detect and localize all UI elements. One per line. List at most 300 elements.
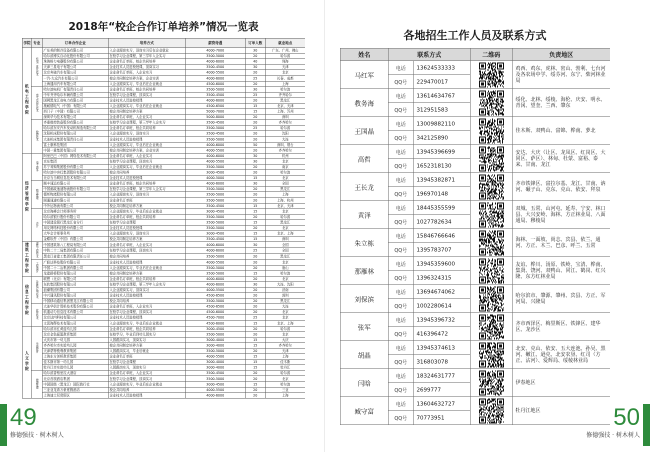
qq-number: 342125890 — [413, 131, 470, 145]
count-cell: 15 — [245, 321, 265, 327]
location-cell: 深圳 — [265, 293, 305, 299]
recruiter-name: 刘保滨 — [340, 285, 388, 313]
count-cell: 20 — [245, 287, 265, 293]
company-cell: 联想（北京）有限公司 — [42, 276, 108, 282]
salary-cell: 3500-5000 — [185, 376, 245, 382]
qq-number: 312951583 — [413, 103, 470, 117]
count-cell: 15 — [245, 365, 265, 371]
salary-cell: 4500-6000 — [185, 321, 245, 327]
location-cell: 北京 — [265, 225, 305, 231]
major-cell — [31, 209, 42, 242]
company-cell: 大连机床集团有限责任公司 — [42, 137, 108, 143]
count-cell: 30 — [245, 153, 265, 159]
salary-cell: 3000-4500 — [185, 170, 245, 176]
salary-cell: 4500-6500 — [185, 103, 245, 109]
salary-cell: 4000-5500 — [185, 387, 245, 393]
count-cell: 50 — [245, 142, 265, 148]
location-cell: 北京 — [265, 276, 305, 282]
count-cell: 20 — [245, 376, 265, 382]
region-cell: 安达、大庆（让区、龙凤区、红岗区、大同区、萨区）、林甸、杜蒙、富裕、泰来、甘南、龙江 — [512, 145, 610, 173]
count-cell: 30 — [245, 282, 265, 288]
location-cell: 深圳、烟台 — [265, 142, 305, 148]
recruiter-row-phone — [340, 313, 610, 327]
training-cell: 入企业跟岗实习，毕业后在企业就业 — [108, 265, 185, 271]
count-cell: 20 — [245, 304, 265, 310]
salary-cell: 3500-5000 — [185, 137, 245, 143]
count-cell: 15 — [245, 103, 265, 109]
salary-cell: 3500-4500 — [185, 131, 245, 137]
company-cell: 上海迪士尼度假区 — [42, 393, 108, 399]
salary-cell: 3000-4000 — [185, 359, 245, 365]
salary-cell: 3000-4500 — [185, 231, 245, 237]
training-cell: 企业命名订单班，入企业实习 — [108, 70, 185, 76]
training-cell: 企业命名订单班，入企业实习 — [108, 153, 185, 159]
phone-label: 电话 — [388, 369, 413, 383]
salary-cell: 4000-6000 — [185, 59, 245, 65]
qq-number: 70773951 — [413, 411, 470, 425]
header-training: 培养方式 — [108, 38, 185, 48]
phone-number: 13945374613 — [413, 341, 470, 355]
accent-bar — [0, 404, 7, 446]
location-cell: 黑龙江 — [265, 298, 305, 304]
count-cell: 20 — [245, 326, 265, 332]
major-name: 计算机应用技术 — [35, 280, 39, 299]
salary-cell: 4000-6000 — [185, 248, 245, 254]
location-cell: 北京 — [265, 315, 305, 321]
qq-number: 1395783707 — [413, 243, 470, 257]
company-cell: 中外运物流有限公司 — [42, 203, 108, 209]
phone-label: 电话 — [388, 229, 413, 243]
phone-number: 13624533333 — [413, 61, 470, 75]
qr-cell — [470, 341, 512, 369]
training-cell: 企业命名订单班，校企共同培养 — [108, 181, 185, 187]
company-cell: 深圳华为技术有限公司 — [42, 114, 108, 120]
salary-cell: 4000-6000 — [185, 393, 245, 399]
recruiter-row-phone — [340, 117, 610, 131]
salary-cell: 4000-6000 — [185, 242, 245, 248]
recruiter-name: 王国晶 — [340, 117, 388, 145]
qr-code — [479, 342, 504, 367]
location-cell: 哈尔滨 — [265, 125, 305, 131]
location-cell: 沈阳 — [265, 131, 305, 137]
location-cell: 哈尔滨 — [265, 53, 305, 59]
college-name: 建筑工程学院 — [24, 242, 30, 275]
count-cell: 15 — [245, 175, 265, 181]
company-cell: 大华会计师事务所 — [42, 231, 108, 237]
phone-label: 电话 — [388, 173, 413, 187]
major-cell — [31, 370, 42, 398]
training-cell: 企业命名订单班，入企业实习 — [108, 114, 185, 120]
phone-label: 电话 — [388, 89, 413, 103]
company-cell: 国网黑龙江省电力有限公司 — [42, 98, 108, 104]
training-cell: 入园跟岗实习，毕业后就业 — [108, 348, 185, 354]
region-cell: 哈尔滨市、肇源、肇州、宾县、方正、军河局、兴隆局 — [512, 285, 610, 313]
location-cell: 上海 — [265, 354, 305, 360]
qq-label: QQ号 — [388, 299, 413, 313]
qq-number: 1396324315 — [413, 271, 470, 285]
location-cell: 北京 — [265, 175, 305, 181]
location-cell: 黑龙江 — [265, 220, 305, 226]
qq-label: QQ号 — [388, 355, 413, 369]
company-cell: 中国二十二冶集团有限公司 — [42, 265, 108, 271]
count-cell: 20 — [245, 293, 265, 299]
salary-cell: 3500-4500 — [185, 370, 245, 376]
header-college: 学院 — [22, 38, 31, 48]
phone-label: 电话 — [388, 145, 413, 159]
location-cell: 北京、上海 — [265, 231, 305, 237]
count-cell: 25 — [245, 125, 265, 131]
footer-motto: 修德强技 · 树木树人 — [586, 432, 640, 439]
training-cell: 入企业跟岗实习，毕业后在企业就业 — [108, 209, 185, 215]
major-cell — [31, 181, 42, 209]
training-cell: 企业命名订单班，校企共同培养 — [108, 59, 185, 65]
training-cell: 入园跟岗实习，顶岗实习 — [108, 365, 185, 371]
location-cell: 大连、沈阳 — [265, 282, 305, 288]
salary-cell: 4000-6000 — [185, 142, 245, 148]
company-cell: 哈尔滨博实自动化股份有限公司 — [42, 53, 108, 59]
training-cell: 在校学习企业课程，第三学年入企实习 — [108, 120, 185, 126]
count-cell: 15 — [245, 337, 265, 343]
qq-number: 316803078 — [413, 355, 470, 369]
count-cell: 20 — [245, 254, 265, 260]
count-cell: 20 — [245, 81, 265, 87]
qq-number: 416396472 — [413, 327, 470, 341]
training-cell: 企业命名订单班 — [108, 354, 185, 360]
salary-cell: 4000-6000 — [185, 153, 245, 159]
qr-cell — [470, 229, 512, 257]
major-cell — [31, 153, 42, 181]
salary-cell: 3500-5000 — [185, 186, 245, 192]
company-cell: 中国一重集团有限公司 — [42, 148, 108, 154]
major-cell — [31, 120, 42, 153]
salary-cell: 4000-6000 — [185, 276, 245, 282]
training-cell: 企业技术人员进校授课 — [108, 293, 185, 299]
phone-number: 18324631777 — [413, 369, 470, 383]
college-cell — [22, 48, 31, 153]
company-cell: 西门子（中国）有限公司 — [42, 109, 108, 115]
location-cell: 天津 — [265, 64, 305, 70]
recruiter-name: 教务海 — [340, 89, 388, 117]
major-name: 电子商务 — [35, 161, 39, 172]
phone-number: 13604632727 — [413, 397, 470, 411]
training-cell: 在校学习企业课程，顶岗实习 — [108, 159, 185, 165]
count-cell: 20 — [245, 114, 265, 120]
count-cell: 20 — [245, 309, 265, 315]
salary-cell: 4000-5500 — [185, 159, 245, 165]
header-company: 订单合作企业 — [42, 38, 108, 48]
count-cell: 30 — [245, 48, 265, 54]
phone-number: 13945382871 — [413, 173, 470, 187]
training-cell: 在校学习企业课程，顶岗实习 — [108, 309, 185, 315]
location-cell: 天津 — [265, 348, 305, 354]
training-cell: 在校学习企业课程，顶岗实习 — [108, 376, 185, 382]
training-cell: 企业技术人员进校授课 — [108, 225, 185, 231]
company-cell: 哈尔滨香格里拉大酒店 — [42, 370, 108, 376]
major-name: 建筑工程技术 — [35, 242, 39, 258]
qr-cell — [470, 201, 512, 229]
count-cell: 20 — [245, 131, 265, 137]
qr-code — [479, 370, 504, 395]
phone-number: 13009882110 — [413, 117, 470, 131]
qr-code — [479, 286, 504, 311]
company-cell: 中车齐齐哈尔车辆有限公司 — [42, 92, 108, 98]
qr-cell — [470, 145, 512, 173]
header-region: 负责地区 — [512, 48, 610, 61]
salary-cell: 4000-5000 — [185, 175, 245, 181]
company-cell: 牡丹江市实验幼儿园 — [42, 365, 108, 371]
location-cell: 北京 — [265, 209, 305, 215]
salary-cell: 3500-5000 — [185, 214, 245, 220]
salary-cell: 3500-5000 — [185, 271, 245, 277]
location-cell: 全国 — [265, 242, 305, 248]
training-cell: 在校学习企业课程，第三学年入企实习 — [108, 53, 185, 59]
qq-number: 229470017 — [413, 75, 470, 89]
major-cell — [31, 276, 42, 304]
company-cell: 中兴通讯股份有限公司 — [42, 293, 108, 299]
count-cell: 15 — [245, 236, 265, 242]
salary-cell: 3500-4500 — [185, 92, 245, 98]
qq-label: QQ号 — [388, 159, 413, 173]
qq-label: QQ号 — [388, 215, 413, 229]
header-contact: 联系方式 — [388, 48, 470, 61]
count-cell: 15 — [245, 231, 265, 237]
salary-cell: 3500-5000 — [185, 348, 245, 354]
qq-label: QQ号 — [388, 187, 413, 201]
salary-cell: 5000-7000 — [185, 109, 245, 115]
major-name: 数控技术 — [35, 130, 39, 141]
salary-cell: 4500-7000 — [185, 315, 245, 321]
salary-cell: 4000-6000 — [185, 282, 245, 288]
header-location: 就业地点 — [265, 38, 305, 48]
location-cell: 大连 — [265, 304, 305, 310]
location-cell: 全国 — [265, 181, 305, 187]
location-cell: 黑龙江 — [265, 254, 305, 260]
location-cell: 大连 — [265, 137, 305, 143]
training-cell: 校企共同培养 — [108, 254, 185, 260]
company-cell: 哈尔滨电机厂有限责任公司 — [42, 87, 108, 93]
company-cell: 三亚亚龙湾万豪度假酒店 — [42, 387, 108, 393]
qq-number: 2699777 — [413, 383, 470, 397]
location-cell: 齐齐哈尔 — [265, 148, 305, 154]
qr-cell — [470, 313, 512, 341]
major-name: 机电一体化技术 — [35, 57, 39, 76]
location-cell: 杭州 — [265, 153, 305, 159]
college-cell — [22, 153, 31, 242]
training-cell: 在校学习企业课程，顶岗实习 — [108, 92, 185, 98]
company-cell: 顺丰速运有限公司 — [42, 181, 108, 187]
page-title-order-training: 2018年“校企合作订单培养”情况一览表 — [68, 21, 259, 33]
college-cell — [22, 276, 31, 326]
salary-cell: 3500-5000 — [185, 254, 245, 260]
company-cell: 北京当当网信息技术有限公司 — [42, 175, 108, 181]
region-cell: 鸡西、鸡东、虎林、密山、勃利、七台河及各农场中学、绥芬河、东宁、柴河林业局 — [512, 61, 610, 89]
recruiter-row-phone — [340, 145, 610, 159]
major-name: 电气自动化技术 — [35, 93, 39, 112]
region-cell: 齐市铁锋区、富拉尔基、龙江、甘南、讷河、碾子山、克东、克山、依安、拜泉 — [512, 173, 610, 201]
company-cell: 京东集团 — [42, 159, 108, 165]
count-cell: 20 — [245, 137, 265, 143]
recruiter-name: 高哲 — [340, 145, 388, 173]
recruiter-name: 胡晶 — [340, 341, 388, 369]
company-cell: 东软集团股份有限公司 — [42, 282, 108, 288]
salary-cell: 4000-5500 — [185, 148, 245, 154]
count-cell: 40 — [245, 59, 265, 65]
recruiter-name: 朱立栋 — [340, 229, 388, 257]
salary-cell: 3000-4000 — [185, 365, 245, 371]
college-cell — [22, 242, 31, 276]
recruiter-table-wrapper — [340, 48, 610, 425]
training-cell: 校企共同制定培养方案 — [108, 343, 185, 349]
count-cell: 20 — [245, 393, 265, 399]
qr-cell — [470, 397, 512, 425]
company-cell: 北京奔驰汽车有限公司 — [42, 70, 108, 76]
college-name: 经济管理学院 — [24, 181, 30, 213]
training-cell: 在校学习企业课程，第三学年入企实习 — [108, 186, 185, 192]
location-cell: 全国 — [265, 248, 305, 254]
location-cell: 北京 — [265, 159, 305, 165]
location-cell: 北京 — [265, 376, 305, 382]
location-cell: 哈尔滨 — [265, 87, 305, 93]
region-cell: 友谊、桦川、汤原、铁岭、宝清、桦南、集贤、饶河、双鸭山、同江、鹤岗、红兴隆、东方红林业局 — [512, 257, 610, 285]
training-cell: 企业技术人员进校授课 — [108, 259, 185, 265]
location-cell: 深圳 — [265, 114, 305, 120]
location-cell: 长春、成都 — [265, 75, 305, 81]
qr-cell — [470, 173, 512, 201]
company-cell: 一汽-大众汽车有限公司 — [42, 75, 108, 81]
salary-cell: 4500-6500 — [185, 293, 245, 299]
company-cell: 北京达内科技有限公司 — [42, 315, 108, 321]
company-cell: 软通动力信息技术有限公司 — [42, 309, 108, 315]
location-cell: 上海 — [265, 192, 305, 198]
location-cell: 北京、天津 — [265, 103, 305, 109]
training-cell: 企业命名订单班 — [108, 198, 185, 204]
company-cell: 天津三星电子有限公司 — [42, 64, 108, 70]
location-cell: 哈尔滨 — [265, 214, 305, 220]
company-cell: 富士康科技集团 — [42, 142, 108, 148]
qr-cell — [470, 257, 512, 285]
qq-label: QQ号 — [388, 383, 413, 397]
salary-cell: 3500-5000 — [185, 298, 245, 304]
company-cell: 德邦物流股份有限公司 — [42, 192, 108, 198]
recruiter-row-phone — [340, 89, 610, 103]
location-cell: 佳木斯 — [265, 359, 305, 365]
company-cell: 金蝶软件（中国）有限公司 — [42, 236, 108, 242]
phone-label: 电话 — [388, 201, 413, 215]
count-cell: 25 — [245, 315, 265, 321]
location-cell: 北京、天津 — [265, 203, 305, 209]
location-cell: 上海、苏州 — [265, 109, 305, 115]
training-cell: 企业命名订单班，入企业实习 — [108, 304, 185, 310]
salary-cell: 5000-8000 — [185, 114, 245, 120]
training-cell: 入企业跟岗实习，顶岗实习 — [108, 131, 185, 137]
count-cell: 20 — [245, 164, 265, 170]
company-cell: 哈尔滨市红黄蓝幼儿园 — [42, 326, 108, 332]
college-cell — [22, 326, 31, 398]
training-cell: 企业技术人员进校授课 — [108, 175, 185, 181]
table-header-row — [22, 38, 305, 48]
count-cell: 30 — [245, 64, 265, 70]
salary-cell: 4000-6000 — [185, 181, 245, 187]
table-row — [22, 393, 305, 399]
company-cell: 阿里巴巴（中国）网络技术有限公司 — [42, 153, 108, 159]
header-major: 专业 — [31, 38, 42, 48]
recruiter-row-phone — [340, 369, 610, 383]
recruiter-row-phone — [340, 341, 610, 355]
location-cell: 齐齐哈尔 — [265, 120, 305, 126]
training-cell: 企业技术人员进校授课 — [108, 98, 185, 104]
location-cell: 三亚 — [265, 387, 305, 393]
region-cell: 双城、五常、山河屯、延寿、宁安、林口县、大兴安岭、海林、方正林业局、八面通局、穆棱局 — [512, 201, 610, 229]
qr-code — [479, 398, 504, 423]
footer-motto: 修德强技 · 树木树人 — [10, 432, 64, 439]
phone-number: 13614634767 — [413, 89, 470, 103]
header-count: 订单人数 — [245, 38, 265, 48]
region-cell: 牡丹江地区 — [512, 397, 610, 425]
location-cell: 上海、杭州 — [265, 198, 305, 204]
training-cell: 校企共同培养 — [108, 170, 185, 176]
company-cell: 沈阳机床股份有限公司 — [42, 131, 108, 137]
count-cell: 15 — [245, 343, 265, 349]
salary-cell: 3500-5000 — [185, 225, 245, 231]
company-cell: 齐重数控装备股份有限公司 — [42, 120, 108, 126]
major-name: 旅游管理 — [35, 378, 39, 389]
major-cell — [31, 326, 42, 370]
qr-code — [479, 62, 504, 87]
training-cell: 入园跟岗实习，顶岗实习 — [108, 337, 185, 343]
company-cell: 苏宁易购集团股份有限公司 — [42, 164, 108, 170]
count-cell: 25 — [245, 75, 265, 81]
qr-code — [479, 174, 504, 199]
salary-cell: 4000-5500 — [185, 70, 245, 76]
region-cell: 伊春地区 — [512, 369, 610, 397]
location-cell: 北京 — [265, 70, 305, 76]
order-training-table-wrapper — [22, 38, 305, 400]
company-cell: 大庆市第一幼儿园 — [42, 337, 108, 343]
recruiter-table — [340, 48, 610, 425]
company-cell: 圆通速递有限公司 — [42, 198, 108, 204]
training-cell: 入企业跟岗实习，毕业后在企业就业 — [108, 142, 185, 148]
company-cell: 用友网络科技股份有限公司 — [42, 225, 108, 231]
salary-cell: 3500-4500 — [185, 236, 245, 242]
count-cell: 15 — [245, 220, 265, 226]
count-cell: 20 — [245, 370, 265, 376]
count-cell: 20 — [245, 387, 265, 393]
header-name: 姓名 — [340, 48, 388, 61]
count-cell: 30 — [245, 181, 265, 187]
company-cell: 上海东方剑桥教育集团 — [42, 354, 108, 360]
page-title-recruiters: 各地招生工作人员及联系方式 — [403, 29, 547, 42]
training-cell: 企业命名订单班，校企共同培养 — [108, 214, 185, 220]
location-cell: 齐齐哈尔 — [265, 343, 305, 349]
phone-label: 电话 — [388, 285, 413, 299]
company-cell: 中铁二十二局集团有限公司 — [42, 248, 108, 254]
training-cell: 企业命名订单班，入企业实习 — [108, 242, 185, 248]
recruiter-name: 那雁林 — [340, 257, 388, 285]
recruiter-row-phone — [340, 257, 610, 271]
count-cell: 20 — [245, 348, 265, 354]
qr-cell — [470, 369, 512, 397]
count-cell: 20 — [245, 214, 265, 220]
recruiter-row-phone — [340, 285, 610, 299]
order-training-table — [22, 38, 305, 398]
salary-cell: 4000-6000 — [185, 98, 245, 104]
right-page — [325, 0, 650, 452]
location-cell: 深圳 — [265, 236, 305, 242]
qq-label: QQ号 — [388, 131, 413, 145]
count-cell: 15 — [245, 359, 265, 365]
count-cell: 20 — [245, 225, 265, 231]
count-cell: 20 — [245, 265, 265, 271]
